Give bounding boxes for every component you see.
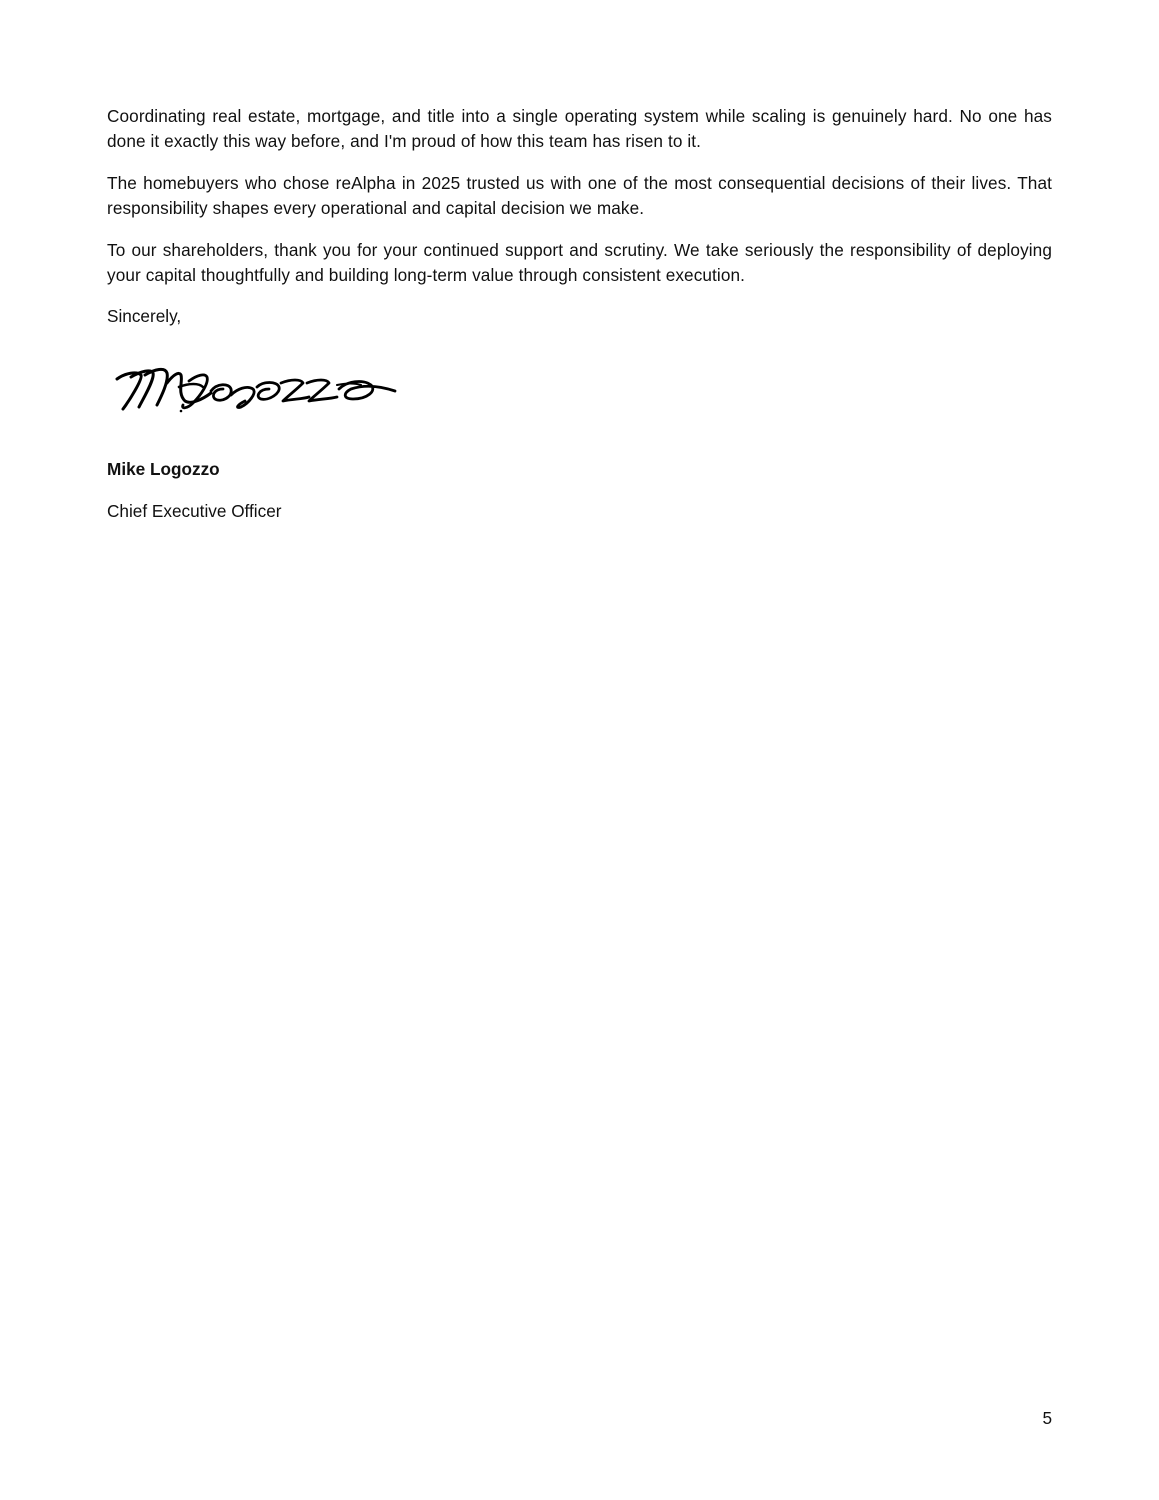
signer-name: Mike Logozzo <box>107 458 220 479</box>
paragraph-3: To our shareholders, thank you for your continued support and scrutiny. We take seriously the responsibility of deploying your capital thoughtfully and building long-term value through consistent execution. <box>107 240 1052 285</box>
closing-salutation: Sincerely, <box>107 306 182 326</box>
paragraph-1: Coordinating real estate, mortgage, and title into a single operating system while scaling is genuinely hard. No one has done it exactly this way before, and I'm proud of how this team has risen to it. <box>107 106 1052 151</box>
paragraph-2: The homebuyers who chose reAlpha in 2025 trusted us with one of the most consequential decisions of their lives. That responsibility shapes every operational and capital decision we make. <box>107 173 1052 218</box>
signature-icon <box>107 353 407 423</box>
page-number: 5 <box>1042 1408 1052 1428</box>
letter-body <box>107 104 1052 523</box>
signer-title: Chief Executive Officer <box>107 500 282 521</box>
